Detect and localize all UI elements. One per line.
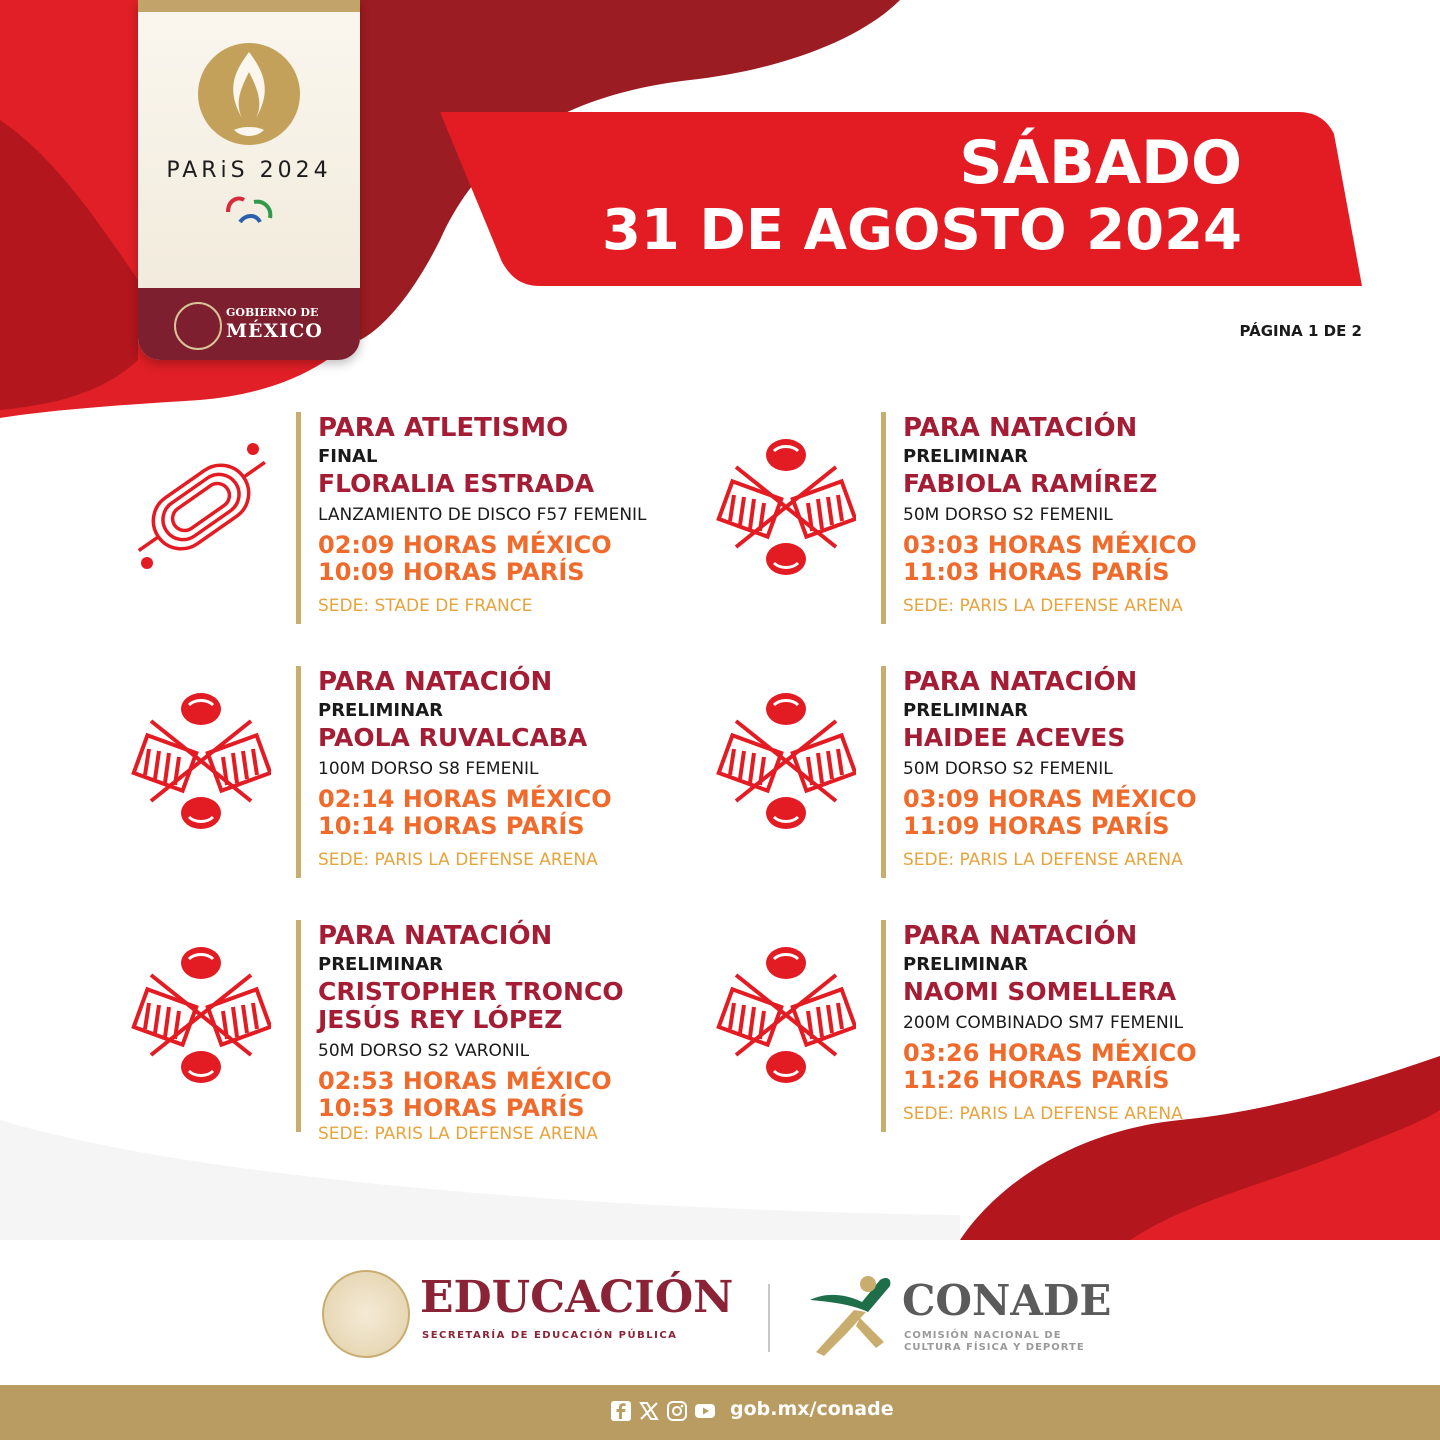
gold-divider	[296, 666, 301, 878]
swimming-icon	[131, 691, 271, 831]
day-title: SÁBADO	[959, 128, 1242, 198]
conade-runner-icon	[806, 1272, 900, 1360]
event-phase: PRELIMINAR	[903, 446, 1028, 467]
conade-title: CONADE	[902, 1276, 1112, 1325]
page-indicator: PÁGINA 1 DE 2	[1239, 322, 1362, 340]
paris-flame-icon	[194, 42, 304, 152]
gold-divider	[296, 920, 301, 1132]
time-paris: 10:09 HORAS PARÍS	[318, 558, 585, 586]
date-title: 31 DE AGOSTO 2024	[601, 198, 1242, 263]
website-link[interactable]: gob.mx/conade	[730, 1398, 894, 1420]
swimming-icon	[716, 691, 856, 831]
mexico-label: MÉXICO	[226, 320, 323, 342]
sport-name: PARA NATACIÓN	[903, 667, 1138, 697]
paris-2024-wordmark: PARiS 2024	[166, 158, 332, 183]
paris-2024-logo-card	[138, 0, 360, 360]
time-mexico: 03:09 HORAS MÉXICO	[903, 785, 1197, 813]
venue: SEDE: PARIS LA DEFENSE ARENA	[903, 596, 1183, 616]
discipline: 50M DORSO S2 FEMENIL	[903, 505, 1113, 525]
time-paris: 10:53 HORAS PARÍS	[318, 1094, 585, 1122]
time-paris: 11:03 HORAS PARÍS	[903, 558, 1170, 586]
time-mexico: 02:14 HORAS MÉXICO	[318, 785, 612, 813]
social-icons	[610, 1400, 716, 1424]
discipline: LANZAMIENTO DE DISCO F57 FEMENIL	[318, 505, 647, 525]
conade-subtitle	[904, 1330, 1104, 1354]
gobierno-de-mexico-band	[138, 288, 360, 360]
discipline: 200M COMBINADO SM7 FEMENIL	[903, 1013, 1184, 1033]
time-paris: 10:14 HORAS PARÍS	[318, 812, 585, 840]
athlete-name: FABIOLA RAMÍREZ	[903, 469, 1158, 498]
gold-divider	[881, 920, 886, 1132]
paralympic-agitos-icon	[222, 192, 276, 232]
mexico-coat-of-arms-icon	[322, 1270, 410, 1358]
venue: SEDE: PARIS LA DEFENSE ARENA	[903, 1104, 1183, 1124]
time-mexico: 03:03 HORAS MÉXICO	[903, 531, 1197, 559]
gold-divider	[881, 666, 886, 878]
event-phase: PRELIMINAR	[903, 954, 1028, 975]
gold-divider	[881, 412, 886, 624]
event-phase: PRELIMINAR	[318, 954, 443, 975]
venue: SEDE: PARIS LA DEFENSE ARENA	[318, 850, 598, 870]
discipline: 100M DORSO S8 FEMENIL	[318, 759, 539, 779]
athlete-name: PAOLA RUVALCABA	[318, 723, 588, 752]
instagram-icon[interactable]	[666, 1400, 688, 1422]
youtube-icon[interactable]	[694, 1400, 716, 1422]
athlete-name: FLORALIA ESTRADA	[318, 469, 595, 498]
time-mexico: 02:09 HORAS MÉXICO	[318, 531, 612, 559]
venue: SEDE: PARIS LA DEFENSE ARENA	[903, 850, 1183, 870]
x-icon[interactable]	[638, 1400, 660, 1422]
footer-divider	[768, 1284, 770, 1352]
time-mexico: 03:26 HORAS MÉXICO	[903, 1039, 1197, 1067]
swimming-icon	[131, 945, 271, 1085]
swimming-icon	[716, 437, 856, 577]
athlete-name: CRISTOPHER TRONCO	[318, 977, 624, 1006]
educacion-title: EDUCACIÓN	[420, 1272, 734, 1323]
athlete-name: JESÚS REY LÓPEZ	[318, 1005, 563, 1034]
athlete-name: NAOMI SOMELLERA	[903, 977, 1177, 1006]
event-phase: PRELIMINAR	[903, 700, 1028, 721]
venue: SEDE: PARIS LA DEFENSE ARENA	[318, 1124, 598, 1144]
sport-name: PARA NATACIÓN	[318, 921, 553, 951]
gold-divider	[296, 412, 301, 624]
sport-name: PARA NATACIÓN	[903, 921, 1138, 951]
event-phase: FINAL	[318, 446, 378, 467]
discipline: 50M DORSO S2 VARONIL	[318, 1041, 530, 1061]
discipline: 50M DORSO S2 FEMENIL	[903, 759, 1113, 779]
athlete-name: HAIDEE ACEVES	[903, 723, 1126, 752]
time-paris: 11:26 HORAS PARÍS	[903, 1066, 1170, 1094]
time-paris: 11:09 HORAS PARÍS	[903, 812, 1170, 840]
time-mexico: 02:53 HORAS MÉXICO	[318, 1067, 612, 1095]
sport-name: PARA NATACIÓN	[318, 667, 553, 697]
mexico-seal-icon	[174, 302, 222, 350]
conade-subtitle-line-1: COMISIÓN NACIONAL DE	[904, 1330, 1062, 1341]
swimming-icon	[716, 945, 856, 1085]
logo-card-top-band	[138, 0, 360, 12]
event-phase: PRELIMINAR	[318, 700, 443, 721]
facebook-icon[interactable]	[610, 1400, 632, 1422]
sport-name: PARA NATACIÓN	[903, 413, 1138, 443]
athletics-track-icon	[131, 437, 271, 577]
sport-name: PARA ATLETISMO	[318, 413, 569, 443]
conade-subtitle-line-2: CULTURA FÍSICA Y DEPORTE	[904, 1342, 1085, 1353]
bottom-bar	[0, 1385, 1440, 1440]
educacion-subtitle: SECRETARÍA DE EDUCACIÓN PÚBLICA	[422, 1330, 678, 1341]
venue: SEDE: STADE DE FRANCE	[318, 596, 533, 616]
gobierno-label: GOBIERNO DE	[226, 306, 319, 319]
